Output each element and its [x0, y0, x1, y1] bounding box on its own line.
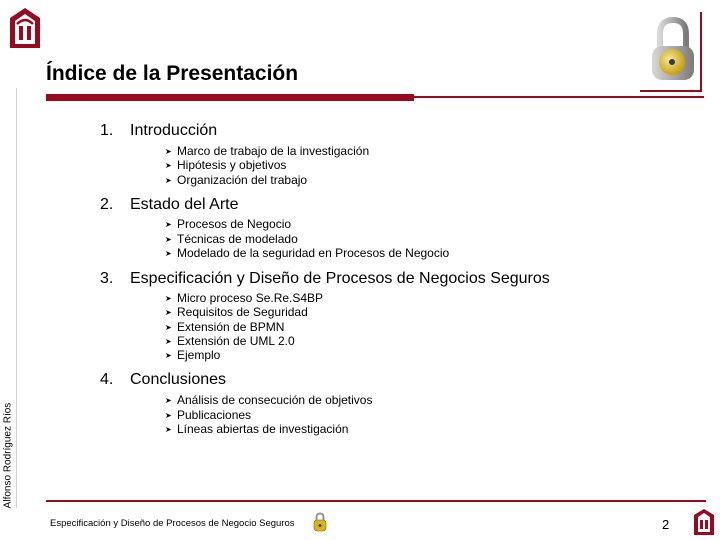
university-logo-icon: [692, 508, 716, 536]
padlock-icon: [313, 512, 327, 532]
list-item: ➤ Ejemplo: [165, 348, 221, 362]
section-heading: [100, 122, 217, 140]
list-item: ➤ Micro proceso Se.Re.S4BP: [165, 291, 324, 305]
padlock-icon: [646, 14, 700, 88]
arrow-bullet-icon: ➤: [165, 249, 172, 258]
list-item: ➤ Publicaciones: [165, 408, 252, 422]
section-title: Especificación y Diseño de Procesos de Negocios Seguros: [130, 270, 550, 287]
arrow-bullet-icon: ➤: [165, 235, 172, 244]
arrow-bullet-icon: ➤: [165, 220, 172, 229]
arrow-bullet-icon: ➤: [165, 147, 172, 156]
section-title: Conclusiones: [130, 371, 227, 388]
section-number: 3.: [100, 270, 114, 287]
arrow-bullet-icon: ➤: [165, 308, 172, 317]
list-item: ➤ Modelado de la seguridad en Procesos de Negocio: [165, 246, 450, 260]
arrow-bullet-icon: ➤: [165, 396, 172, 405]
list-item: ➤ Procesos de Negocio: [165, 217, 292, 231]
list-item: ➤ Extensión de UML 2.0: [165, 334, 295, 348]
list-item: ➤ Técnicas de modelado: [165, 232, 298, 246]
arrow-bullet-icon: ➤: [165, 294, 172, 303]
list-item: ➤ Marco de trabajo de la investigación: [165, 144, 370, 158]
section-heading: [100, 196, 239, 214]
section-number: 1.: [100, 122, 114, 139]
list-item: ➤ Hipótesis y objetivos: [165, 158, 287, 172]
list-item: ➤ Análisis de consecución de objetivos: [165, 393, 373, 407]
arrow-bullet-icon: ➤: [165, 351, 172, 360]
page-title: Índice de la Presentación: [46, 62, 299, 85]
footer-text: Especificación y Diseño de Procesos de Negocio Seguros: [50, 518, 295, 529]
section-heading: [100, 270, 550, 288]
arrow-bullet-icon: ➤: [165, 161, 172, 170]
university-logo-icon: [6, 6, 44, 50]
page-number: 2: [662, 517, 670, 532]
section-number: 4.: [100, 371, 114, 388]
footer-divider: [46, 500, 706, 502]
title-underline-bar: [46, 94, 414, 101]
arrow-bullet-icon: ➤: [165, 323, 172, 332]
side-divider: [16, 88, 17, 508]
author-name: Alfonso Rodríguez Ríos: [2, 402, 14, 509]
section-number: 2.: [100, 196, 114, 213]
list-item: ➤ Extensión de BPMN: [165, 320, 285, 334]
section-title: Estado del Arte: [130, 196, 239, 213]
arrow-bullet-icon: ➤: [165, 425, 172, 434]
arrow-bullet-icon: ➤: [165, 411, 172, 420]
list-item: ➤ Líneas abiertas de investigación: [165, 422, 349, 436]
section-heading: [100, 371, 226, 389]
arrow-bullet-icon: ➤: [165, 176, 172, 185]
list-item: ➤ Organización del trabajo: [165, 173, 308, 187]
title-underline-line: [414, 96, 704, 98]
list-item: ➤ Requisitos de Seguridad: [165, 305, 308, 319]
arrow-bullet-icon: ➤: [165, 337, 172, 346]
section-title: Introducción: [130, 122, 218, 139]
